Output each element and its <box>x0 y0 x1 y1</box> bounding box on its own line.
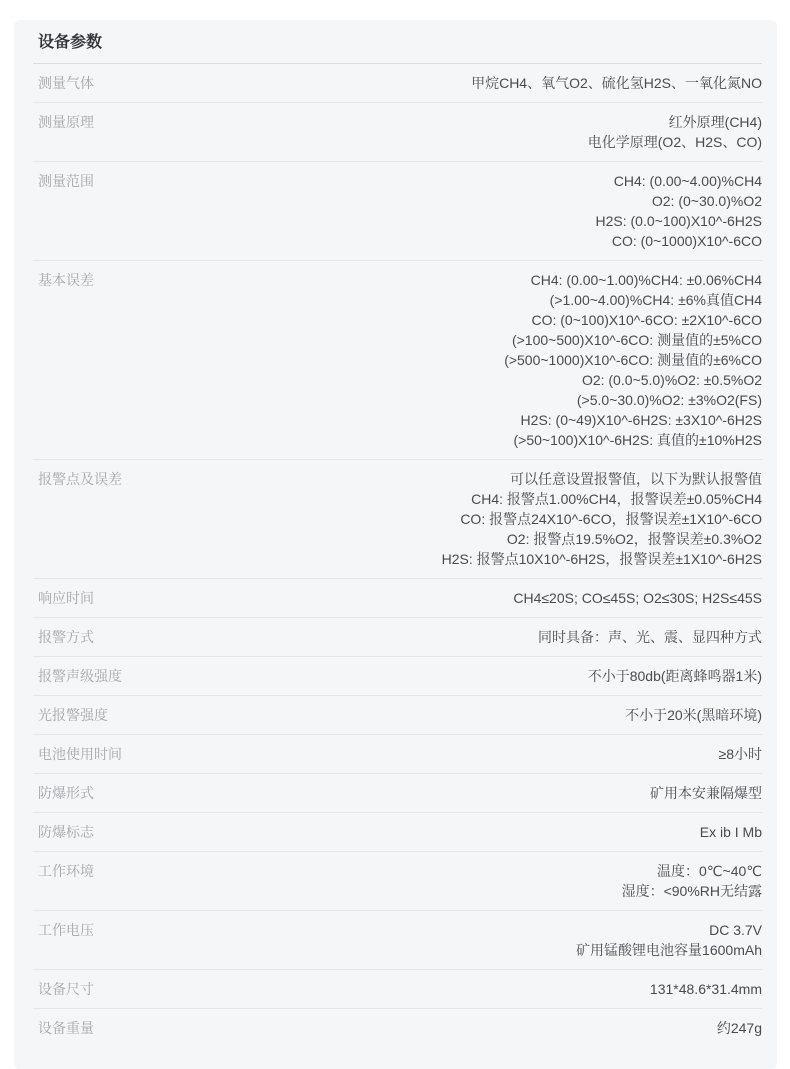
spec-value <box>94 171 762 251</box>
spec-value-line: 不小于20米(黑暗环境) <box>625 707 762 723</box>
spec-value-line: H2S: (0~49)X10^-6H2S: ±3X10^-6H2S <box>520 412 762 428</box>
row-battery-life <box>33 735 762 774</box>
spec-label: 防爆形式 <box>38 785 94 801</box>
spec-label: 响应时间 <box>38 590 94 606</box>
spec-value-line: O2: (0~30.0)%O2 <box>651 193 762 209</box>
device-parameters-card <box>14 20 777 1069</box>
spec-value <box>94 979 762 999</box>
row-light-alarm-intensity <box>33 696 762 735</box>
spec-value-line: CH4: (0.00~4.00)%CH4 <box>613 173 762 189</box>
spec-value-line: CO: (0~100)X10^-6CO: ±2X10^-6CO <box>531 312 762 328</box>
spec-value-line: 同时具备：声、光、震、显四种方式 <box>538 629 762 645</box>
spec-value <box>108 705 762 725</box>
spec-value <box>94 1018 762 1038</box>
spec-label: 报警点及误差 <box>38 471 122 487</box>
spec-value <box>122 744 762 764</box>
spec-value-line: CO: 报警点24X10^-6CO，报警误差±1X10^-6CO <box>460 511 762 527</box>
spec-label: 工作环境 <box>38 863 94 879</box>
row-device-dimensions <box>33 970 762 1009</box>
spec-label: 电池使用时间 <box>38 746 122 762</box>
spec-value-line: 131*48.6*31.4mm <box>649 981 762 997</box>
spec-value-line: (>100~500)X10^-6CO: 测量值的±5%CO <box>511 332 762 348</box>
spec-value-line: O2: (0.0~5.0)%O2: ±0.5%O2 <box>581 372 762 388</box>
spec-label: 测量原理 <box>38 114 94 130</box>
spec-label: 光报警强度 <box>38 707 108 723</box>
spec-value-line: (>500~1000)X10^-6CO: 测量值的±6%CO <box>504 352 762 368</box>
spec-label: 测量气体 <box>38 75 94 91</box>
spec-value-line: 电化学原理(O2、H2S、CO) <box>587 134 762 150</box>
row-basic-error <box>33 261 762 460</box>
spec-value-line: 甲烷CH4、氧气O2、硫化氢H2S、一氧化氮NO <box>471 75 762 91</box>
spec-value-line: (>50~100)X10^-6H2S: 真值的±10%H2S <box>513 432 762 448</box>
spec-value-line: 湿度：<90%RH无结露 <box>621 883 762 899</box>
spec-value-line: CH4: 报警点1.00%CH4，报警误差±0.05%CH4 <box>471 491 762 507</box>
spec-value <box>94 783 762 803</box>
spec-value-line: ≥8小时 <box>718 746 762 762</box>
spec-value-line: 矿用锰酸锂电池容量1600mAh <box>576 942 762 958</box>
spec-value-line: (>1.00~4.00)%CH4: ±6%真值CH4 <box>549 292 762 308</box>
spec-value <box>94 920 762 960</box>
spec-value <box>94 73 762 93</box>
row-alarm-point-error <box>33 460 762 579</box>
spec-value-line: CO: (0~1000)X10^-6CO <box>611 233 762 249</box>
spec-value-line: O2: 报警点19.5%O2，报警误差±0.3%O2 <box>506 531 762 547</box>
spec-label: 设备重量 <box>38 1020 94 1036</box>
spec-value-line: 温度：0℃~40℃ <box>657 863 762 879</box>
spec-value <box>94 861 762 901</box>
spec-value-line: 不小于80db(距离蜂鸣器1米) <box>587 668 762 684</box>
spec-value-line: CH4: (0.00~1.00)%CH4: ±0.06%CH4 <box>530 272 762 288</box>
spec-label: 工作电压 <box>38 922 94 938</box>
spec-value <box>94 588 762 608</box>
spec-value-line: H2S: (0.0~100)X10^-6H2S <box>595 213 762 229</box>
spec-value <box>94 822 762 842</box>
row-measured-gases <box>33 64 762 103</box>
row-response-time <box>33 579 762 618</box>
spec-value-line: 矿用本安兼隔爆型 <box>650 785 762 801</box>
spec-value <box>94 627 762 647</box>
spec-label: 设备尺寸 <box>38 981 94 997</box>
spec-label: 基本误差 <box>38 272 94 288</box>
row-measurement-principle <box>33 103 762 162</box>
spec-value <box>122 666 762 686</box>
spec-value <box>94 270 762 450</box>
spec-value-line: CH4≤20S; CO≤45S; O2≤30S; H2S≤45S <box>513 590 762 606</box>
spec-value-line: 约247g <box>716 1020 762 1036</box>
row-device-weight <box>33 1009 762 1047</box>
spec-label: 报警方式 <box>38 629 94 645</box>
spec-label: 防爆标志 <box>38 824 94 840</box>
spec-value-line: (>5.0~30.0)%O2: ±3%O2(FS) <box>576 392 762 408</box>
spec-value-line: H2S: 报警点10X10^-6H2S，报警误差±1X10^-6H2S <box>441 551 762 567</box>
spec-value-line: DC 3.7V <box>709 922 762 938</box>
spec-value-line: 红外原理(CH4) <box>668 114 762 130</box>
row-operating-voltage <box>33 911 762 970</box>
spec-value <box>94 112 762 152</box>
spec-label: 报警声级强度 <box>38 668 122 684</box>
page-title: 设备参数 <box>33 20 762 64</box>
row-explosion-proof-type <box>33 774 762 813</box>
spec-label: 测量范围 <box>38 173 94 189</box>
row-measurement-range <box>33 162 762 261</box>
row-alarm-modes <box>33 618 762 657</box>
spec-value-line: Ex ib I Mb <box>699 824 762 840</box>
spec-value-line: 可以任意设置报警值，以下为默认报警值 <box>510 471 762 487</box>
row-alarm-sound-level <box>33 657 762 696</box>
row-operating-environment <box>33 852 762 911</box>
row-explosion-proof-marking <box>33 813 762 852</box>
spec-value <box>122 469 762 569</box>
